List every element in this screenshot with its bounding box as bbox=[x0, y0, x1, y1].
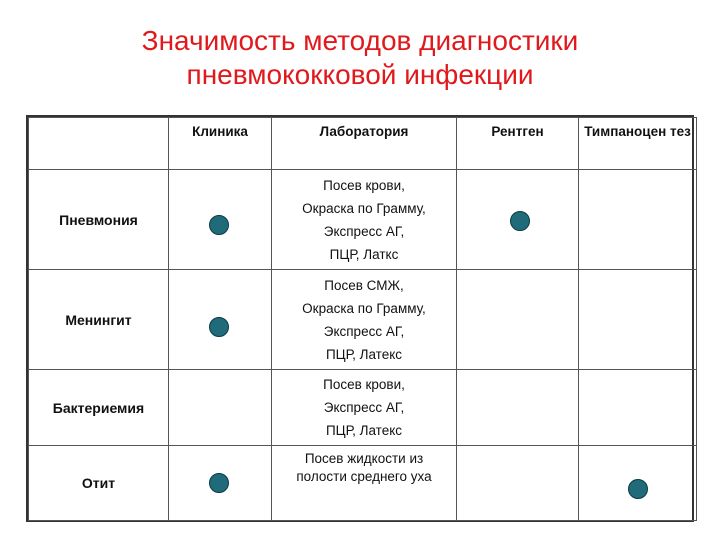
marker-dot bbox=[628, 479, 648, 499]
lab-line: Экспресс АГ, bbox=[323, 400, 405, 415]
cell-tympanocentesis bbox=[579, 446, 697, 521]
title-line-2: пневмококковой инфекции bbox=[186, 59, 534, 90]
header-clinic: Клиника bbox=[169, 118, 272, 170]
header-laboratory: Лаборатория bbox=[272, 118, 457, 170]
diagnostics-table bbox=[26, 115, 694, 522]
lab-line: ПЦР, Латкс bbox=[329, 246, 399, 262]
lab-line: Экспресс АГ, bbox=[323, 223, 405, 239]
cell-clinic bbox=[169, 370, 272, 446]
marker-dot bbox=[209, 215, 229, 235]
header-row bbox=[29, 118, 697, 170]
header-corner bbox=[29, 118, 169, 170]
cell-xray bbox=[457, 170, 579, 270]
cell-tympanocentesis bbox=[579, 370, 697, 446]
lab-line: ПЦР, Латекс bbox=[325, 346, 403, 362]
table-row bbox=[29, 170, 697, 270]
lab-line: Экспресс АГ, bbox=[323, 323, 405, 339]
row-name-meningitis: Менингит bbox=[29, 270, 169, 370]
cell-xray bbox=[457, 446, 579, 521]
marker-dot bbox=[209, 473, 229, 493]
cell-tympanocentesis bbox=[579, 270, 697, 370]
lab-line: Посев крови, bbox=[323, 177, 405, 193]
table-row bbox=[29, 270, 697, 370]
row-name-pneumonia: Пневмония bbox=[29, 170, 169, 270]
cell-xray bbox=[457, 270, 579, 370]
lab-line: Окраска по Грамму, bbox=[302, 300, 426, 316]
header-xray: Рентген bbox=[457, 118, 579, 170]
lab-line: Окраска по Грамму, bbox=[302, 200, 426, 216]
row-name-bacteremia: Бактериемия bbox=[29, 370, 169, 446]
title-line-1: Значимость методов диагностики bbox=[141, 25, 579, 56]
table-row bbox=[29, 446, 697, 521]
cell-laboratory bbox=[272, 170, 457, 270]
cell-clinic bbox=[169, 270, 272, 370]
slide-title bbox=[0, 24, 720, 92]
lab-line: ПЦР, Латекс bbox=[325, 423, 403, 438]
row-name-otitis: Отит bbox=[29, 446, 169, 521]
header-tympanocentesis: Тимпаноцен тез bbox=[579, 118, 697, 170]
cell-tympanocentesis bbox=[579, 170, 697, 270]
cell-laboratory bbox=[272, 270, 457, 370]
lab-line: Посев СМЖ, bbox=[324, 277, 404, 293]
cell-laboratory bbox=[272, 370, 457, 446]
cell-xray bbox=[457, 370, 579, 446]
table-row bbox=[29, 370, 697, 446]
cell-clinic bbox=[169, 446, 272, 521]
marker-dot bbox=[209, 317, 229, 337]
lab-line: полости среднего уха bbox=[296, 469, 432, 484]
cell-clinic bbox=[169, 170, 272, 270]
lab-line: Посев крови, bbox=[323, 377, 405, 392]
marker-dot bbox=[510, 211, 530, 231]
lab-line: Посев жидкости из bbox=[304, 451, 424, 466]
cell-laboratory bbox=[272, 446, 457, 521]
